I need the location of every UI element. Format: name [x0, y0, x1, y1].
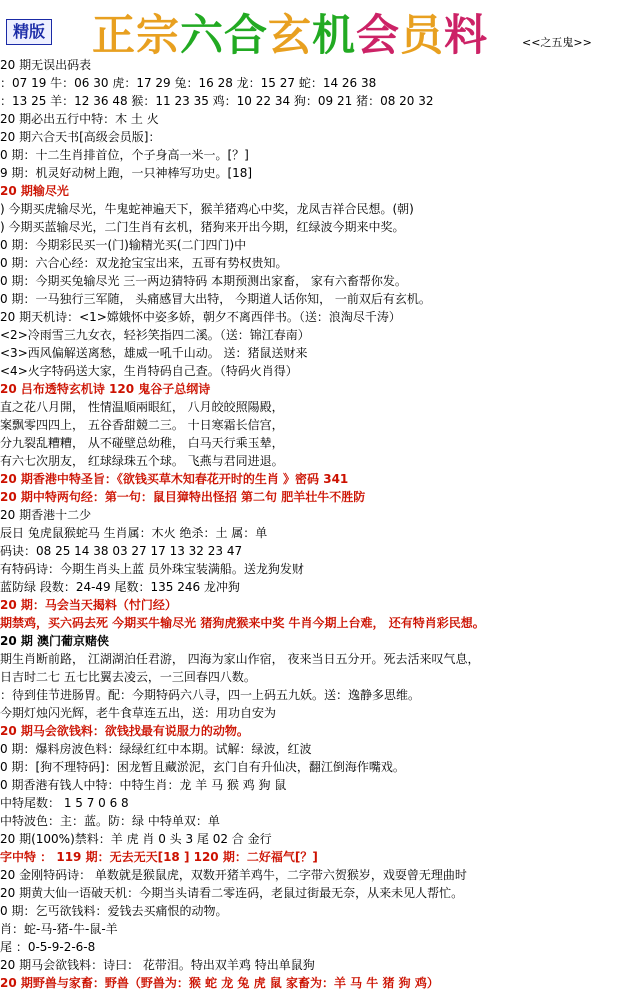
- text-line: 20 期输尽光: [0, 184, 69, 198]
- text-line: ) 今期买蓝输尽光，二门生肖有玄机，猪狗来开出今期，红绿波今期来中奖。: [0, 220, 405, 234]
- title-char: 员: [400, 11, 444, 61]
- title-char: 玄: [268, 11, 312, 61]
- subtitle-tag: <<之五鬼>>: [522, 36, 592, 49]
- title-char: 会: [356, 11, 400, 61]
- title-char: 合: [224, 11, 268, 61]
- text-line: 0 期：一马独行三军随， 头痛感冒大出特， 今期道人话你知， 一前双后有玄机。: [0, 292, 431, 306]
- text-line: 20 期：马会当天揭料（忖门经）: [0, 598, 177, 612]
- title-char: 六: [180, 11, 224, 61]
- text-line: 20 期(100%)禁料：羊 虎 肖 0 头 3 尾 02 合 金行: [0, 832, 272, 846]
- title-char: 宗: [136, 11, 180, 61]
- text-line: 20 期必出五行中特：木 土 火: [0, 112, 159, 126]
- text-line: 20 期 澳门葡京赌侠: [0, 634, 110, 648]
- text-line: 分九裂乱糟糟， 从不碰壁总幼稚， 白马天行乘玉辇，: [0, 436, 284, 450]
- text-line: 20 金刚特码诗： 单数就是猴鼠虎，双数开猪羊鸡牛，二字带六贺猴岁，戏耍曾无理曲时: [0, 868, 467, 882]
- text-line: 直之花八月開， 性情温順兩眼紅， 八月皎皎照陽殿，: [0, 400, 284, 414]
- text-line: 20 期六合天书[高级会员版]：: [0, 130, 161, 144]
- text-line: 20 期马会欲钱料：欲钱找最有说服力的动物。: [0, 724, 249, 738]
- text-line: 0 期：乞丐欲钱料：爱钱去买痛恨的动物。: [0, 904, 228, 918]
- text-line: 20 期黄大仙一语破天机：今期当头请看二零连码，老鼠过街最无奈，从来未见人帮忙。: [0, 886, 464, 900]
- text-line: 有特码诗：今期生肖头上蓝 员外珠宝装满船。送龙狗发财: [0, 562, 304, 576]
- text-line: 20 期香港中特圣旨：《欲钱买草木知春花开时的生肖 》密码 341: [0, 472, 349, 486]
- text-line: 中特尾数： 1 5 7 0 6 8: [0, 796, 129, 810]
- text-line: 9 期：机灵好动树上跑，一只神棒写功史。[18]: [0, 166, 253, 180]
- text-line: 今期灯烛闪光辉，老牛食草连五出，送：用功自安为: [0, 706, 277, 720]
- text-line: 辰日 兔虎鼠猴蛇马 生肖属：木火 绝杀：土 属：单: [0, 526, 268, 540]
- text-line: 有六七次朋友， 红球绿珠五个球。 飞燕与君同进退。: [0, 454, 284, 468]
- text-line: 尾 ：0-5-9-2-6-8: [0, 940, 96, 954]
- text-line: 0 期：爆料房波色料：绿绿红红中本期。试解：绿波，红波: [0, 742, 312, 756]
- title-char: 正: [92, 11, 136, 61]
- text-line: 案飘零四四上， 五谷香甜競二三。 十日寒霜长信宫，: [0, 418, 284, 432]
- text-line: 期禁鸡，买六码去死 今期买牛输尽光 猪狗虎猴来中奖 牛肖今期上台难， 还有特肖彩民想。: [0, 616, 485, 630]
- text-line: 0 期：[狗不理特码]：困龙暂且藏淤泥，玄门自有升仙决，翻江倒海作嘴戏。: [0, 760, 405, 774]
- text-line: ：待到佳节进肠胃。配：今期特码六八寻，四一上码五九妖。送：逸静多思维。: [0, 688, 421, 702]
- text-line: 字中特 ： 119 期：无去无天[18 ] 120 期：二好福气[？]: [0, 850, 318, 864]
- text-line: 0 期：十二生肖排首位，个子身高一米一。[？]: [0, 148, 249, 162]
- text-line: 20 期中特两句经：第一句：鼠目獐特出怪招 第二句 肥羊壮牛不胜防: [0, 490, 366, 504]
- text-line: <2>冷雨雪三九女衣，轻衫笑指四二溪。（送：锦江春南）: [0, 328, 310, 342]
- text-line: ：07 19 牛：06 30 虎：17 29 兔：16 28 龙：15 27 蛇：14 26 38: [0, 76, 377, 90]
- title-char: 料: [444, 11, 488, 61]
- text-line: 0 期香港有钱人中特：中特生肖：龙 羊 马 猴 鸡 狗 鼠: [0, 778, 287, 792]
- text-line: 20 吕布透特玄机诗 120 鬼谷子总纲诗: [0, 382, 211, 396]
- text-line: 期生肖断前路， 江湖湖泊任君游， 四海为家山作宿， 夜来当日五分开。死去活来叹气息，: [0, 652, 480, 666]
- jingban-badge: 精版: [6, 19, 52, 45]
- text-line: 中特波色：主：蓝。防：绿 中特单双：单: [0, 814, 220, 828]
- text-line: 蓝防绿 段数：24-49 尾数：135 246 龙冲狗: [0, 580, 240, 594]
- text-line: <4>火字特码送大家，生肖特码自己查。（特码火肖得）: [0, 364, 298, 378]
- text-line: 20 期天机诗：<1>嫦娥怀中姿多娇，朝夕不离西伴书。（送：浪淘尽千涛）: [0, 310, 401, 324]
- text-line: 码诀：08 25 14 38 03 27 17 13 32 23 47: [0, 544, 243, 558]
- title-char: 机: [312, 11, 356, 61]
- text-line: 日吉时二七 五七比翼去凌云，一三回春四八数。: [0, 670, 256, 684]
- text-line: 0 期：今期彩民买一(门)输精光买(二门四门)中: [0, 238, 247, 252]
- page-title: [92, 2, 488, 61]
- text-line: ) 今期买虎输尽光，牛鬼蛇神遍天下，猴羊猪鸡心中奖，龙凤吉祥合民想。(朝): [0, 202, 414, 216]
- text-line: 20 期无误出码表: [0, 58, 92, 72]
- text-line: 20 期马会欲钱料：诗曰： 花带泪。特出双羊鸡 特出单鼠狗: [0, 958, 315, 972]
- text-line: 0 期：六合心经：双龙抢宝宝出来，五哥有势权贵知。: [0, 256, 288, 270]
- page-header: [0, 0, 621, 61]
- text-line: ：13 25 羊：12 36 48 猴：11 23 35 鸡：10 22 34 狗：09 21 猪：08 20 32: [0, 94, 434, 108]
- text-line: 20 期香港十二少: [0, 508, 92, 522]
- text-line: <3>西风偏解送离愁，雄威一吼千山动。 送：猪鼠送财来: [0, 346, 308, 360]
- text-line: 肖：蛇-马-猪-牛-鼠-羊: [0, 922, 118, 936]
- text-line: 0 期：今期买兔输尽光 三一两边猜特码 本期预测出家畜， 家有六畜帮你发。: [0, 274, 407, 288]
- text-line: 20 期野兽与家畜：野兽（野兽为：猴 蛇 龙 兔 虎 鼠 家畜为：羊 马 牛 猪 狗 鸡）: [0, 976, 439, 990]
